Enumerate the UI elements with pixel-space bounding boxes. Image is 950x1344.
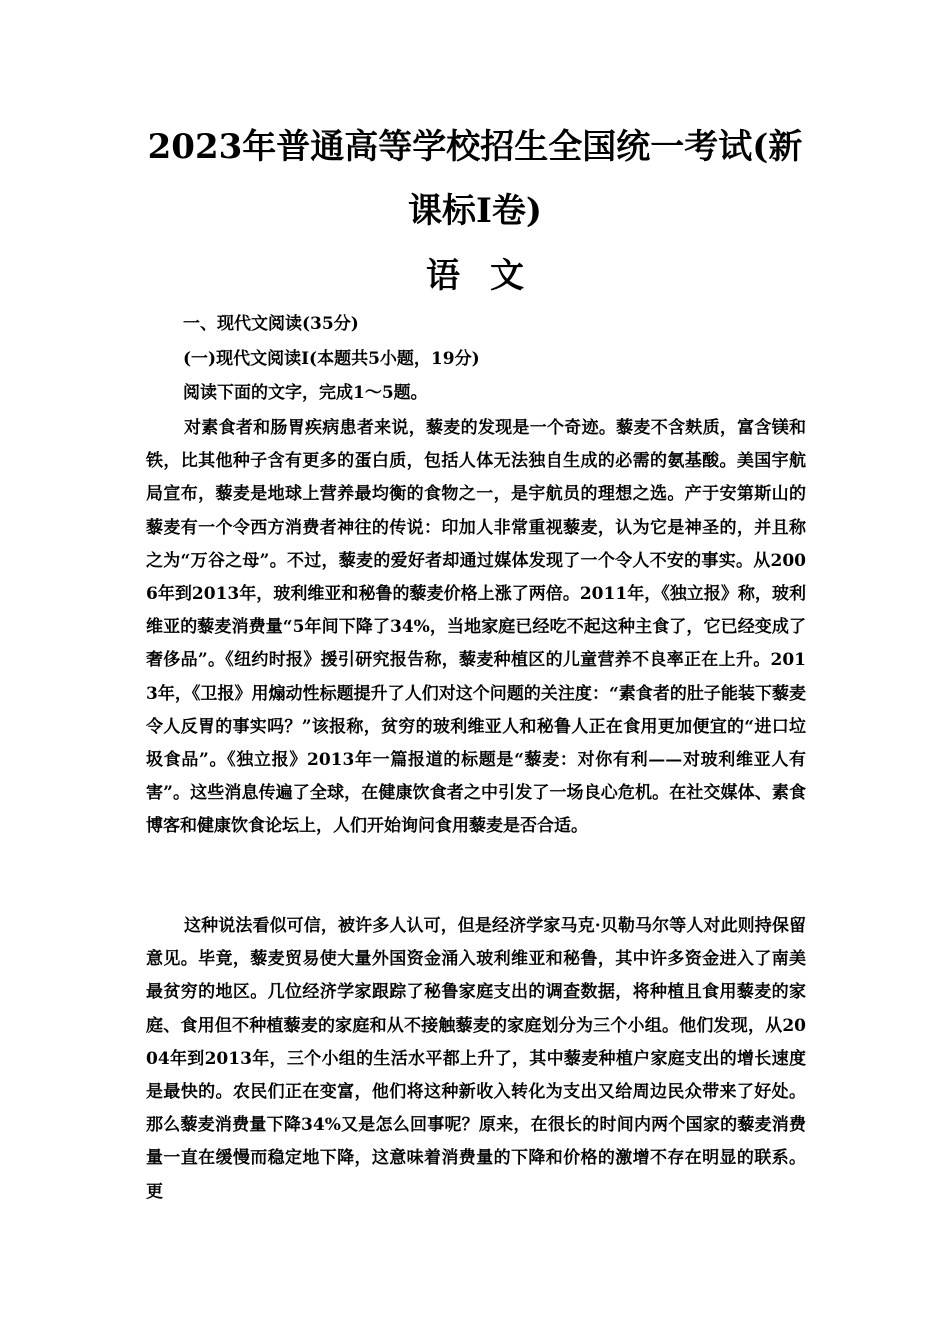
subsection-heading: (一)现代文阅读Ⅰ(本题共5小题，19分) <box>183 349 480 369</box>
exam-title-line-2: 课标Ⅰ卷) <box>408 191 542 231</box>
passage-paragraph-2: 这种说法看似可信，被许多人认可，但是经济学家马克·贝勒马尔等人对此则持保留意见。毕竟，藜麦贸易使大量外国资金涌入玻利维亚和秘鲁，其中许多资金进入了南美最贫穷的地区。几位经济学家跟踪了秘鲁家庭支出的调查数据，将种植且食用藜麦的家庭、食用但不种植藜麦的家庭和从不接触藜麦的家庭划分为三个小组。他们发现，从2004年到2013年，三个小组的生活水平都上升了，其中藜麦种植户家庭支出的增长速度是最快的。农民们正在变富，他们将这种新收入转化为支出又给周边民众带来了好处。那么藜麦消费量下降34%又是怎么回事呢？原来，在很长的时间内两个国家的藜麦消费量一直在缓慢而稳定地下降，这意味着消费量的下降和价格的激增不存在明显的联系。更 <box>146 916 806 1202</box>
section-heading: 一、现代文阅读(35分) <box>183 314 359 334</box>
subject-title: 语文 <box>426 256 554 296</box>
reading-instruction: 阅读下面的文字，完成1～5题。 <box>183 383 428 403</box>
exam-title-line-1: 2023年普通高等学校招生全国统一考试(新 <box>147 127 803 167</box>
passage-paragraph-1: 对素食者和肠胃疾病患者来说，藜麦的发现是一个奇迹。藜麦不含麸质，富含镁和铁，比其他种子含有更多的蛋白质，包括人体无法独自生成的必需的氨基酸。美国宇航局宣布，藜麦是地球上营养最均衡的食物之一，是宇航员的理想之选。产于安第斯山的藜麦有一个令西方消费者神往的传说：印加人非常重视藜麦，认为它是神圣的，并且称之为“万谷之母”。不过，藜麦的爱好者却通过媒体发现了一个令人不安的事实。从2006年到2013年，玻利维亚和秘鲁的藜麦价格上涨了两倍。2011年，《独立报》称，玻利维亚的藜麦消费量“5年间下降了34%，当地家庭已经吃不起这种主食了，它已经变成了奢侈品”。《纽约时报》援引研究报告称，藜麦种植区的儿童营养不良率正在上升。2013年，《卫报》用煽动性标题提升了人们对这个问题的关注度：“素食者的肚子能装下藜麦令人反胃的事实吗？”该报称，贫穷的玻利维亚人和秘鲁人正在食用更加便宜的“进口垃圾食品”。《独立报》2013年一篇报道的标题是“藜麦：对你有利——对玻利维亚人有害”。这些消息传遍了全球，在健康饮食者之中引发了一场良心危机。在社交媒体、素食博客和健康饮食论坛上，人们开始询问食用藜麦是否合适。 <box>146 418 806 837</box>
